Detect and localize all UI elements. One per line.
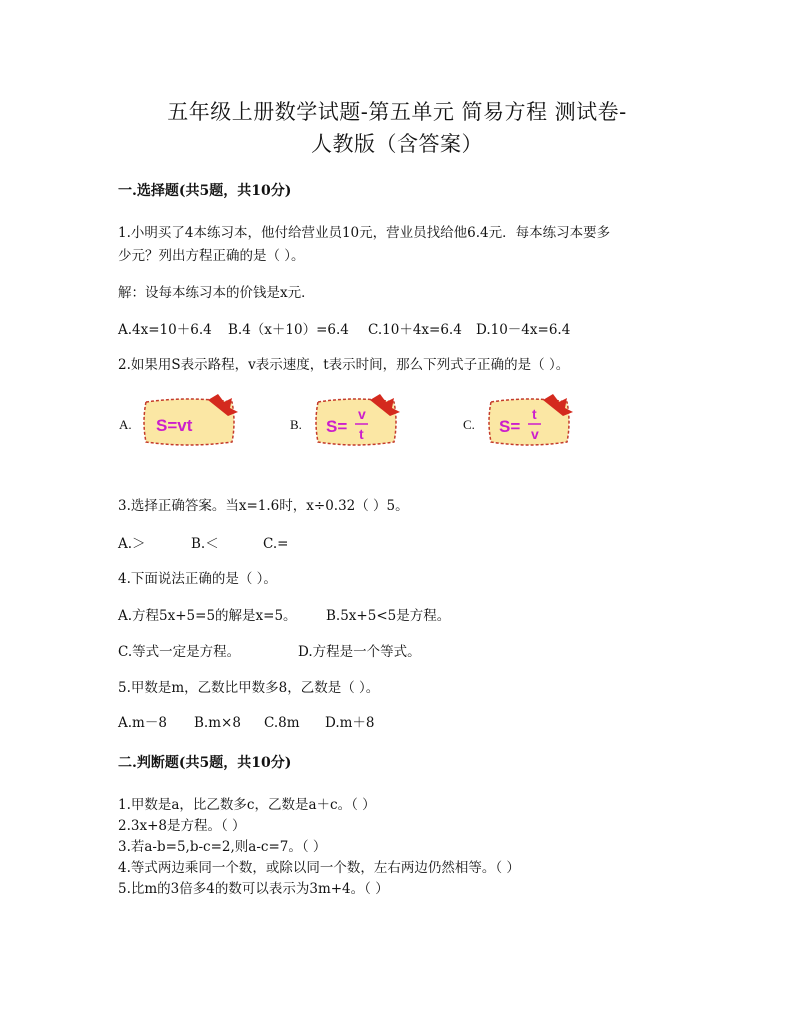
tf-item-1: 1.甲数是a，比乙数多c，乙数是a＋c。（ ）: [118, 797, 376, 813]
q5-option-b[interactable]: B.m×8: [194, 715, 241, 731]
q1-option-c[interactable]: C.10＋4x=6.4: [368, 322, 462, 338]
q5-option-d[interactable]: D.m＋8: [325, 715, 375, 731]
q1-hint: 解：设每本练习本的价钱是x元．: [118, 285, 315, 301]
q1-stem-line-2: 少元？列出方程正确的是（ ）。: [118, 248, 305, 264]
q4-option-d[interactable]: D.方程是一个等式。: [298, 644, 421, 660]
q1-option-a[interactable]: A.4x=10＋6.4: [118, 322, 212, 338]
q5-option-c[interactable]: C.8m: [264, 715, 300, 731]
q2-option-c-lhs: S=: [499, 417, 521, 436]
q5-option-a[interactable]: A.m－8: [118, 715, 167, 731]
q1-options: [118, 318, 570, 338]
q2-stem: 2.如果用S表示路程，v表示速度，t表示时间，那么下列式子正确的是（ ）。: [118, 357, 570, 373]
q4-option-c[interactable]: C.等式一定是方程。: [118, 644, 241, 660]
q4-stem: 4.下面说法正确的是（ ）。: [118, 571, 277, 587]
section-2-heading: 二.判断题(共5题，共10分): [118, 755, 292, 771]
q2-option-c-badge[interactable]: [483, 392, 575, 452]
q3-option-c[interactable]: C.=: [263, 536, 289, 552]
q2-option-b-label[interactable]: B.: [290, 417, 302, 432]
tf-item-3: 3.若a-b=5,b-c=2,则a-c=7。（ ）: [118, 839, 327, 855]
q3-option-a[interactable]: A.＞: [118, 536, 146, 552]
q2-option-b-badge[interactable]: [310, 392, 402, 452]
q2-option-b-lhs: S=: [326, 417, 348, 436]
q3-stem: 3.选择正确答案。当x=1.6时，x÷0.32（ ）5。: [118, 498, 409, 514]
q3-option-b[interactable]: B.＜: [191, 536, 219, 552]
q2-option-a-badge[interactable]: [138, 392, 240, 452]
q2-option-b-num: v: [358, 406, 366, 422]
q1-option-d[interactable]: D.10－4x=6.4: [476, 322, 571, 338]
q4-option-a[interactable]: A.方程5x+5=5的解是x=5。: [118, 608, 297, 624]
q5-options: [118, 711, 375, 731]
tf-item-5: 5.比m的3倍多4的数可以表示为3m+4。（ ）: [118, 881, 389, 897]
q4-options-row-1: [118, 604, 450, 624]
q4-options-row-2: [118, 640, 421, 660]
tf-item-2: 2.3x+8是方程。（ ）: [118, 818, 246, 834]
q3-options: [118, 532, 288, 552]
q2-option-a-label[interactable]: A.: [119, 417, 132, 432]
title-line-2: 人教版（含答案）: [311, 132, 483, 156]
q2-option-c-label[interactable]: C.: [463, 417, 475, 432]
q1-stem-line-1: 1.小明买了4本练习本，他付给营业员10元，营业员找给他6.4元．每本练习本要多: [118, 225, 611, 241]
q2-option-b-den: t: [359, 426, 364, 442]
q5-stem: 5.甲数是m，乙数比甲数多8，乙数是（ ）。: [118, 680, 380, 696]
q2-option-c-den: v: [531, 426, 539, 442]
section-1-heading: 一.选择题(共5题，共10分): [118, 183, 292, 199]
q2-option-a-formula: S=vt: [156, 416, 193, 435]
title-line-1: 五年级上册数学试题-第五单元 简易方程 测试卷-: [167, 100, 627, 124]
q2-option-c-num: t: [532, 406, 537, 422]
q4-option-b[interactable]: B.5x+5<5是方程。: [326, 608, 451, 624]
q1-option-b[interactable]: B.4（x＋10）=6.4: [228, 322, 349, 338]
tf-item-4: 4.等式两边乘同一个数，或除以同一个数，左右两边仍然相等。（ ）: [118, 860, 520, 876]
